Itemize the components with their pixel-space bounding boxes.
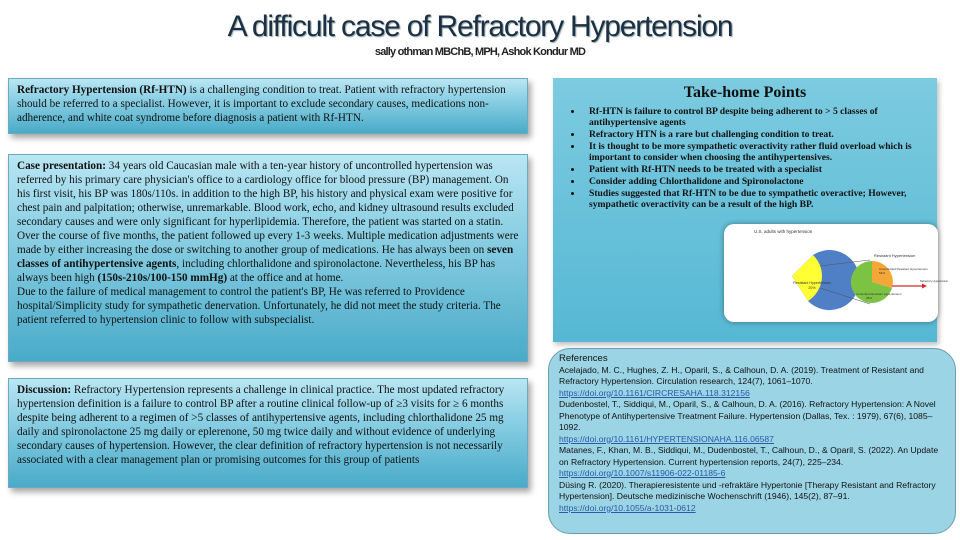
reference-link[interactable]: https://doi.org/10.1055/a-1031-0612	[559, 502, 696, 513]
take-home-item: • Rf-HTN is failure to control BP despite being adherent to > 5 classes of antihypertensive agents	[583, 106, 927, 128]
take-home-item: • Studies suggested that Rf-HTN to be due to sympathetic overactive; However, sympathetic overactivity can be a result of the high BP.	[583, 188, 927, 210]
take-home-list	[563, 106, 927, 210]
intro-panel	[8, 78, 528, 134]
case-text-3: at the office and at home.	[227, 272, 344, 284]
sub-slice-a-pct: 54%	[879, 271, 886, 275]
sub-slice-b-pct: 46%	[866, 296, 873, 300]
refractory-arrow-head	[922, 284, 927, 289]
reference-link[interactable]: https://doi.org/10.1007/s11906-022-01185-6	[559, 468, 726, 478]
case-text-2: , including chlorthalidone and spironolactone. Nevertheless, his BP has always been high	[17, 258, 496, 284]
discussion-text: Refractory Hypertension represents a challenge in clinical practice. The most updated refractory hypertension definition is a failure to control BP after a routine clinical follow-up of ≥3 visits for ≥ 6 months despite being adherent to a regimen of >5 classes of antihypertensive agents, including chlorthalidone 25 mg daily and spironolactone 25 mg daily or eplerenone, 50 mg twice daily and without evidence of underlying secondary causes of hypertension. However, the clear definition of refractory hypertension is not necessarily associated with a clear management plan or promising outcomes for this group of patients	[17, 384, 505, 466]
intro-text: is a challenging condition to treat. Patient with refractory hypertension should be referred to a specialist. However, it is important to exclude secondary causes, medications non-adherence, and white coat syndrome before diagnosis a patient with Rf-HTN.	[17, 84, 506, 124]
refractory-label: Refractory Hypertension	[920, 280, 948, 283]
case-text-1: 34 years old Caucasian male with a ten-year history of uncontrolled hypertension was referred by his primary care physician's office to a cardiology office for blood pressure (BP) management. On his first visit, his BP was 180s/110s. in addition to the high BP, his history and physical exam were positive for chest pain and palpitation; otherwise, unremarkable. Blood work, echo, and kidney ultrasound results excluded secondary causes and were only significant for hyperlipidemia. Therefore, the patient was started on a statin. Over the course of five months, the patient followed up every 1-3 weeks. Multiple medication adjustments were made by either increasing the dose or switching to another group of medications. He has always been on	[17, 160, 519, 256]
take-home-item: • Consider adding Chlorthalidone and Spironolactone	[583, 176, 927, 187]
poster-authors: sally othman MBChB, MPH, Ashok Kondur MD	[374, 46, 586, 58]
reference-link[interactable]: https://doi.org/10.1161/CIRCRESAHA.118.312156	[559, 387, 750, 398]
references-heading: References	[559, 353, 608, 364]
reference-link[interactable]: https://doi.org/10.1161/HYPERTENSIONAHA.116.06587	[559, 433, 774, 444]
hypertension-pie-figure	[724, 224, 948, 322]
main-slice-label: Resistant Hypertension	[793, 281, 831, 285]
poster-title: A difficult case of Refractory Hypertension	[227, 10, 733, 43]
pie-figure-svg	[724, 224, 948, 322]
discussion-lead: Discussion:	[17, 384, 72, 396]
reference-text: Dudenbostel, T., Siddiqui, M., Oparil, S., & Calhoun, D. A. (2016). Refractory Hypertension: A Novel Phenotype of Antihypertensive Treatment Failure. Hypertension (Dallas, Tex. : 1979), 67(6), 1085–1092.	[559, 399, 936, 432]
sub-slice-b-label: Controlled Resistant Hypertension	[856, 292, 902, 296]
sub-slice-a-label: Uncontrolled Resistant Hypertension	[879, 267, 928, 271]
discussion-panel	[8, 378, 528, 488]
reference-text: Acelajado, M. C., Hughes, Z. H., Oparil, S., & Calhoun, D. A. (2019). Treatment of Resistant and Refractory Hypertension. Circulation research, 124(7), 1061–1070.	[559, 364, 924, 386]
intro-lead: Refractory Hypertension (Rf-HTN)	[17, 84, 187, 96]
case-bold-1: seven classes of antihypertensive agents	[17, 244, 514, 270]
take-home-heading: Take-home Points	[683, 84, 807, 101]
take-home-item: • Refractory HTN is a rare but challenging condition to treat.	[583, 129, 927, 140]
reference-text: Düsing R. (2020). Therapieresistente und -refraktäre Hypertonie [Therapy Resistant and Refractory Hypertension]. Deutsche medizinische Wochenschrift (1946), 145(2), 87–91.	[559, 479, 936, 501]
case-paragraph-2: Due to the failure of medical management to control the patient's BP, He was referred to Providence hospital/Simplicity study for sympathetic denervation. Unfortunately, he did not meet the study criteria. The patient referred to hypertension clinic to follow with subspecialist.	[17, 286, 501, 326]
figure-title: U.S. adults with hypertension	[754, 229, 813, 234]
case-bold-2: (150s-210s/100-150 mmHg)	[97, 272, 228, 284]
take-home-item: • It is thought to be more sympathetic overactivity rather fluid overload which is important to consider when choosing the antihypertensives.	[583, 141, 927, 163]
sub-pie-title: Resistant Hypertension	[874, 253, 916, 258]
take-home-item: • Patient with Rf-HTN needs to be treated with a specialist	[583, 164, 927, 175]
reference-text: Matanes, F., Khan, M. B., Siddiqui, M., Dudenbostel, T., Calhoun, D., & Oparil, S. (2022). An Update on Refractory Hypertension. Current hypertension reports, 24(7), 225–234.	[559, 445, 939, 467]
main-slice-pct: 20%	[808, 286, 816, 290]
references-panel	[548, 348, 956, 534]
case-presentation-panel	[8, 154, 528, 362]
case-lead: Case presentation:	[17, 160, 106, 172]
